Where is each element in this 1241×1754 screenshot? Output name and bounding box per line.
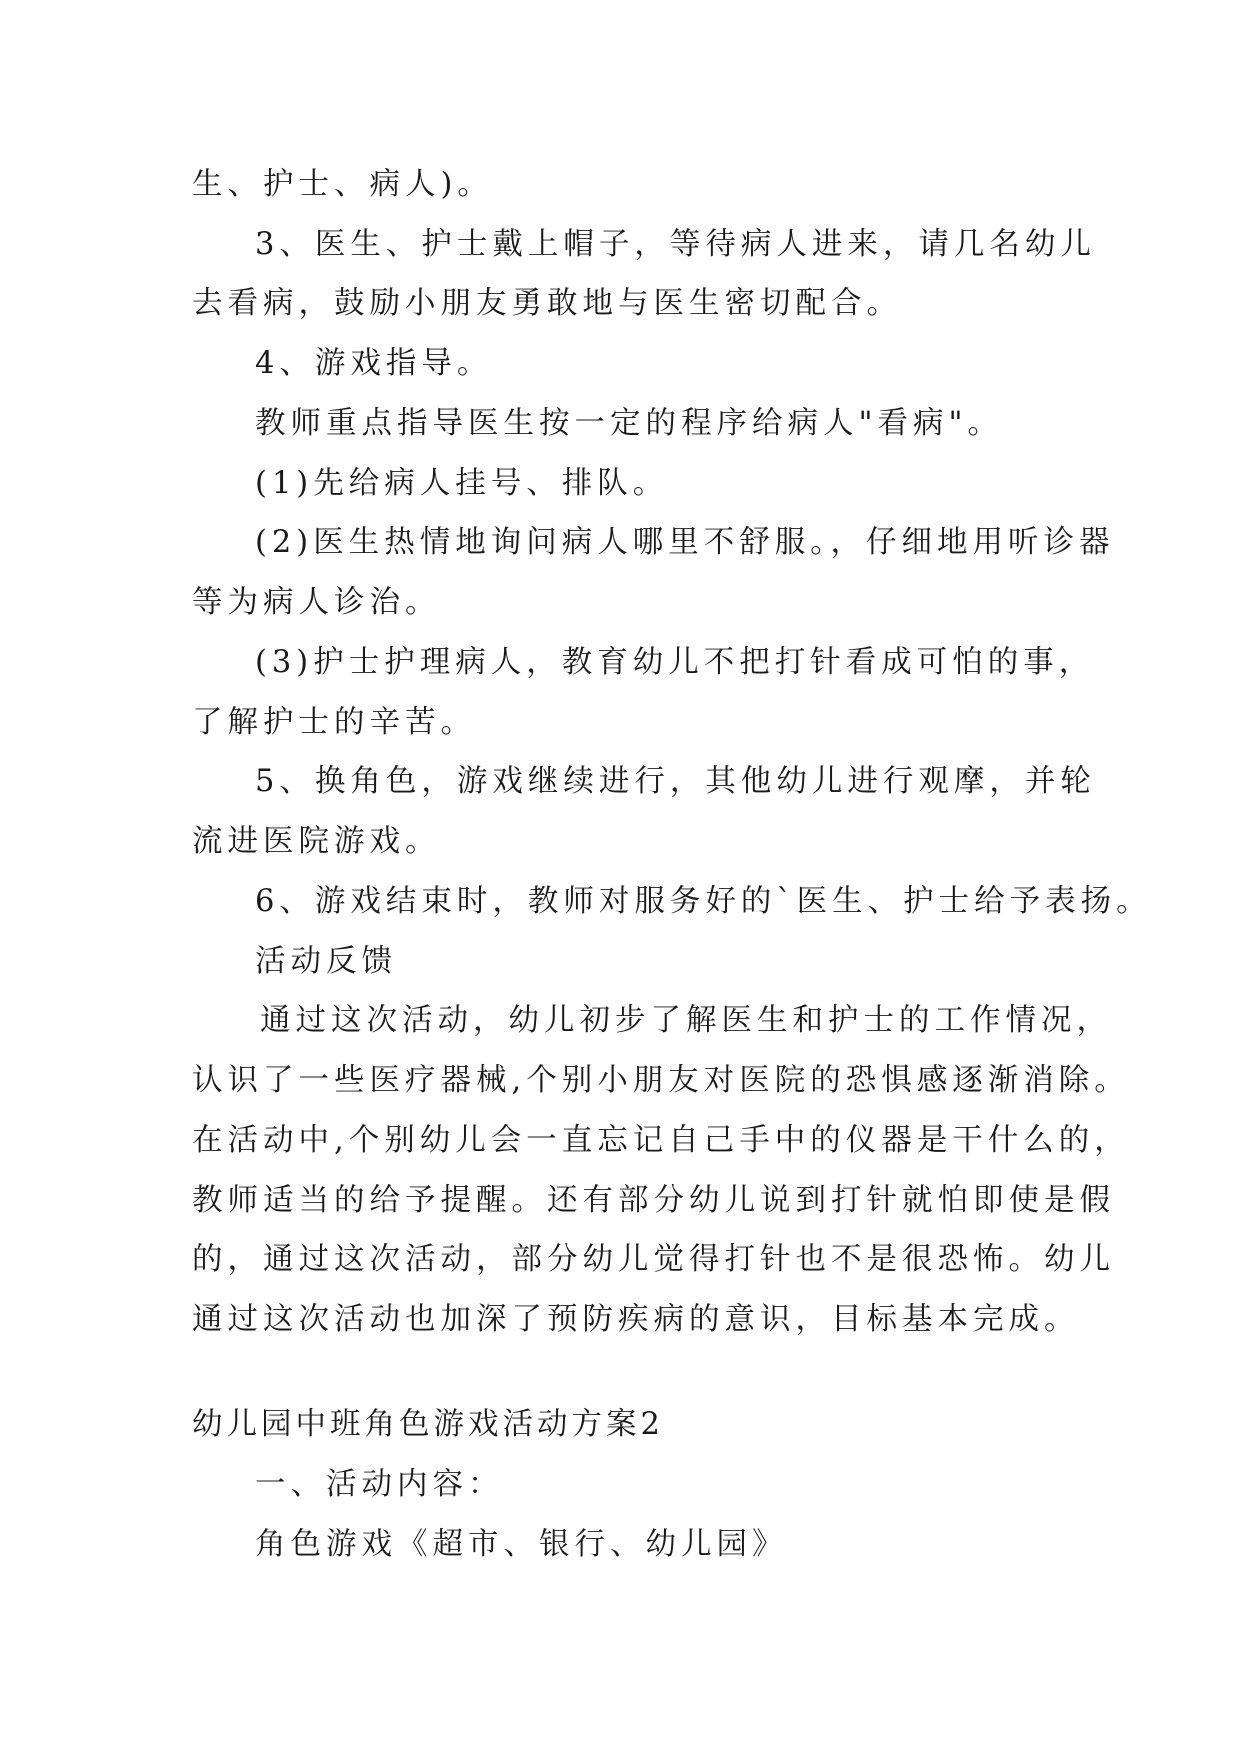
text-line: 去看病，鼓励小朋友勇敢地与医生密切配合。 xyxy=(192,286,902,321)
text-line: 等为病人诊治。 xyxy=(192,585,441,620)
text-line: (3)护士护理病人，教育幼儿不把打针看成可怕的事， xyxy=(255,645,1095,680)
text-line: 通过这次活动，幼儿初步了解医生和护士的工作情况， xyxy=(260,1003,1112,1038)
text-line: 角色游戏《超市、银行、幼儿园》 xyxy=(255,1527,788,1562)
text-line: 教师适当的给予提醒。还有部分幼儿说到打针就怕即使是假 xyxy=(192,1183,1115,1218)
text-line: 在活动中,个别幼儿会一直忘记自己手中的仪器是干什么的， xyxy=(192,1123,1130,1158)
text-line: 认识了一些医疗器械,个别小朋友对医院的恐惧感逐渐消除。 xyxy=(192,1063,1130,1098)
text-line: 通过这次活动也加深了预防疾病的意识，目标基本完成。 xyxy=(192,1302,1080,1337)
text-line: 教师重点指导医生按一定的程序给病人"看病"。 xyxy=(255,406,1004,441)
text-line: 流进医院游戏。 xyxy=(192,824,441,859)
text-line: 了解护士的辛苦。 xyxy=(192,705,476,740)
text-line: 6、游戏结束时，教师对服务好的`医生、护士给予表扬。 xyxy=(255,884,1152,919)
text-line: 一、活动内容： xyxy=(255,1467,504,1502)
text-line: 4、游戏指导。 xyxy=(255,346,493,381)
text-line: 5、换角色，游戏继续进行，其他幼儿进行观摩，并轮 xyxy=(255,764,1096,799)
text-line: 的，通过这次活动，部分幼儿觉得打针也不是很恐怖。幼儿 xyxy=(192,1242,1115,1277)
text-line: (1)先给病人挂号、排队。 xyxy=(255,466,669,501)
text-line: 生、护士、病人)。 xyxy=(192,167,493,202)
text-line: 3、医生、护士戴上帽子，等待病人进来，请几名幼儿 xyxy=(255,227,1096,262)
section-heading: 活动反馈 xyxy=(255,944,397,979)
text-line: (2)医生热情地询问病人哪里不舒服。，仔细地用听诊器 xyxy=(255,525,1115,560)
document-section-title: 幼儿园中班角色游戏活动方案2 xyxy=(192,1407,664,1442)
